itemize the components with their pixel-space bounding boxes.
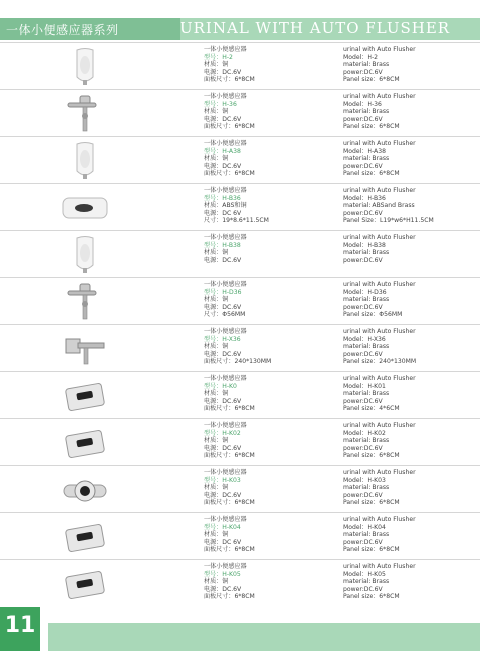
spec-line-cn: 材质：铜 (204, 578, 229, 586)
spec-line-cn: 一体小便感应器 (204, 46, 247, 53)
product-spec-cn (204, 46, 334, 84)
model-en: Model：H-B36 (343, 194, 386, 202)
sensor-box-icon (60, 188, 110, 228)
spec-line-en: power:DC.6V (343, 538, 383, 546)
spec-line-cn: 面板尺寸：6*8CM (204, 76, 255, 84)
spec-line-en: material: ABSand Brass (343, 202, 415, 210)
product-row (0, 42, 480, 90)
model-cn: 型号：H-D36 (204, 288, 242, 296)
model-cn: 型号：H-K03 (204, 476, 241, 484)
sensor-panel-icon (60, 423, 110, 463)
spec-line-en: material: Brass (343, 343, 390, 351)
product-spec-cn (204, 469, 334, 507)
spec-line-cn: 电源：DC.6V (204, 585, 242, 593)
product-spec-en (343, 46, 478, 84)
spec-line-en: material: Brass (343, 61, 390, 69)
spec-line-en: urinal with Auto Flusher (343, 328, 416, 335)
model-cn: 型号：H-K02 (204, 429, 241, 437)
product-row (0, 324, 480, 372)
spec-line-cn: 面板尺寸：240*130MM (204, 358, 272, 366)
spec-line-cn: 材质：铜 (204, 108, 229, 116)
spec-line-cn: 一体小便感应器 (204, 516, 247, 523)
model-en: Model：H-D36 (343, 288, 387, 296)
spec-line-cn: 电源：DC.6V (204, 256, 242, 264)
spec-line-en: urinal with Auto Flusher (343, 140, 416, 147)
model-en: Model：H-K01 (343, 382, 386, 390)
product-row (0, 183, 480, 231)
spec-line-cn: 一体小便感应器 (204, 375, 247, 382)
spec-line-cn: 一体小便感应器 (204, 140, 247, 147)
spec-line-en: urinal with Auto Flusher (343, 469, 416, 476)
product-row (0, 89, 480, 137)
spec-line-cn: 一体小便感应器 (204, 281, 247, 288)
sensor-panel-icon (60, 376, 110, 416)
model-en: Model：H-X36 (343, 335, 386, 343)
model-cn: 型号：H-B36 (204, 194, 241, 202)
spec-line-cn: 材质：铜 (204, 390, 229, 398)
product-spec-cn (204, 516, 334, 554)
spec-line-en: material: Brass (343, 390, 390, 398)
spec-line-cn: 电源：DC 6V (204, 538, 242, 546)
spec-line-en: Panel size：240*130MM (343, 358, 417, 366)
sensor-panel-icon (60, 517, 110, 557)
header-title-cn: 一体小便感应器系列 (6, 23, 119, 37)
spec-line-cn: 材质：铜 (204, 61, 229, 69)
model-cn: 型号：H-B38 (204, 241, 241, 249)
spec-line-en: Panel Size：L19*w6*H11.5CM (343, 217, 434, 225)
page-header (0, 0, 480, 40)
spec-line-cn: 材质：铜 (204, 296, 229, 304)
product-spec-en (343, 563, 478, 601)
page-number: 11 (4, 613, 36, 638)
model-en: Model：H-2 (343, 53, 379, 61)
spec-line-cn: 电源：DC.6V (204, 397, 242, 405)
product-spec-en (343, 516, 478, 554)
model-en: Model：H-K05 (343, 570, 386, 578)
product-spec-en (343, 93, 478, 131)
model-cn: 型号：H-36 (204, 100, 237, 108)
spec-line-cn: 面板尺寸：6*8CM (204, 546, 255, 554)
spec-line-en: urinal with Auto Flusher (343, 516, 416, 523)
product-spec-cn (204, 140, 334, 178)
sensor-panel-icon (60, 564, 110, 604)
spec-line-cn: 一体小便感应器 (204, 234, 247, 241)
spec-line-en: urinal with Auto Flusher (343, 375, 416, 382)
spec-line-en: urinal with Auto Flusher (343, 93, 416, 100)
flush-valve-icon (60, 282, 110, 322)
product-spec-cn (204, 187, 334, 225)
spec-line-cn: 面板尺寸：6*8CM (204, 123, 255, 131)
spec-line-en: urinal with Auto Flusher (343, 563, 416, 570)
product-spec-en (343, 328, 478, 366)
product-spec-cn (204, 563, 334, 601)
spec-line-cn: 一体小便感应器 (204, 469, 247, 476)
spec-line-en: material: Brass (343, 578, 390, 586)
model-cn: 型号：H-K05 (204, 570, 241, 578)
spec-line-en: material: Brass (343, 484, 390, 492)
spec-line-cn: 材质：铜 (204, 249, 229, 257)
spec-line-cn: 材质：铜 (204, 531, 229, 539)
product-spec-cn (204, 93, 334, 131)
spec-line-en: material: Brass (343, 437, 390, 445)
spec-line-en: urinal with Auto Flusher (343, 234, 416, 241)
product-row (0, 512, 480, 560)
model-en: Model：H-A38 (343, 147, 386, 155)
product-row (0, 465, 480, 513)
spec-line-cn: 材质：铜 (204, 343, 229, 351)
spec-line-cn: 一体小便感应器 (204, 563, 247, 570)
product-row (0, 277, 480, 325)
urinal-icon (60, 235, 110, 275)
model-en: Model：H-36 (343, 100, 382, 108)
product-spec-en (343, 281, 478, 319)
spec-line-en: material: Brass (343, 155, 390, 163)
urinal-icon (60, 141, 110, 181)
model-cn: 型号：H-K0 (204, 382, 237, 390)
product-spec-cn (204, 422, 334, 460)
spec-line-cn: 面板尺寸：6*8CM (204, 452, 255, 460)
spec-line-en: power:DC.6V (343, 68, 383, 76)
spec-line-cn: 电源：DC.6V (204, 303, 242, 311)
concealed-flusher-icon (60, 329, 110, 369)
model-cn: 型号：H-K04 (204, 523, 241, 531)
spec-line-cn: 材质：铜 (204, 155, 229, 163)
spec-line-cn: 电源：DC.6V (204, 68, 242, 76)
spec-line-cn: 电源：DC.6V (204, 162, 242, 170)
product-row (0, 371, 480, 419)
spec-line-en: power:DC.6V (343, 350, 383, 358)
spec-line-cn: 面板尺寸：6*8CM (204, 593, 255, 601)
spec-line-cn: 电源：DC.6V (204, 491, 242, 499)
spec-line-cn: 尺寸：19*8.6*11.5CM (204, 217, 269, 225)
spec-line-en: power:DC.6V (343, 397, 383, 405)
product-spec-cn (204, 328, 334, 366)
spec-line-cn: 一体小便感应器 (204, 422, 247, 429)
spec-line-en: urinal with Auto Flusher (343, 46, 416, 53)
product-spec-cn (204, 375, 334, 413)
flush-valve-icon (60, 94, 110, 134)
spec-line-cn: 材质：ABS和铜 (204, 202, 247, 210)
product-spec-en (343, 187, 478, 225)
spec-line-en: urinal with Auto Flusher (343, 281, 416, 288)
spec-line-cn: 一体小便感应器 (204, 328, 247, 335)
spec-line-en: Panel size：6*8CM (343, 546, 400, 554)
spec-line-en: power:DC.6V (343, 585, 383, 593)
footer-band (0, 607, 480, 651)
spec-line-cn: 电源：DC.6V (204, 444, 242, 452)
product-spec-cn (204, 234, 334, 264)
model-en: Model：H-B38 (343, 241, 386, 249)
product-spec-cn (204, 281, 334, 319)
spec-line-cn: 电源：DC.6V (204, 115, 242, 123)
spec-line-en: Panel size：6*8CM (343, 76, 400, 84)
spec-line-cn: 一体小便感应器 (204, 187, 247, 194)
spec-line-en: urinal with Auto Flusher (343, 422, 416, 429)
spec-line-en: urinal with Auto Flusher (343, 187, 416, 194)
spec-line-en: power:DC.6V (343, 444, 383, 452)
spec-line-en: material: Brass (343, 296, 390, 304)
spec-line-cn: 电源：DC 6V (204, 209, 242, 217)
spec-line-en: material: Brass (343, 249, 390, 257)
spec-line-en: Panel size：Φ56MM (343, 311, 403, 319)
spec-line-en: power:DC.6V (343, 115, 383, 123)
product-spec-en (343, 234, 478, 264)
urinal-icon (60, 47, 110, 87)
spec-line-cn: 面板尺寸：6*8CM (204, 405, 255, 413)
round-sensor-icon (60, 470, 110, 510)
product-row (0, 230, 480, 278)
spec-line-en: power:DC.6V (343, 303, 383, 311)
spec-line-cn: 面板尺寸：6*8CM (204, 170, 255, 178)
spec-line-en: material: Brass (343, 108, 390, 116)
product-spec-en (343, 375, 478, 413)
spec-line-en: power:DC.6V (343, 162, 383, 170)
product-spec-en (343, 422, 478, 460)
spec-line-en: power:DC.6V (343, 256, 383, 264)
product-spec-en (343, 469, 478, 507)
spec-line-en: power:DC.6V (343, 491, 383, 499)
model-en: Model：H-K04 (343, 523, 386, 531)
product-row (0, 418, 480, 466)
spec-line-cn: 尺寸：Φ56MM (204, 311, 246, 319)
model-cn: 型号：H-2 (204, 53, 233, 61)
spec-line-cn: 材质：铜 (204, 437, 229, 445)
product-row (0, 136, 480, 184)
header-title-en: URINAL WITH AUTO FLUSHER (180, 19, 451, 37)
spec-line-en: material: Brass (343, 531, 390, 539)
spec-line-cn: 材质：铜 (204, 484, 229, 492)
product-spec-en (343, 140, 478, 178)
spec-line-en: Panel size：6*8CM (343, 499, 400, 507)
spec-line-en: power:DC.6V (343, 209, 383, 217)
spec-line-cn: 电源：DC.6V (204, 350, 242, 358)
spec-line-en: Panel size：4*6CM (343, 405, 400, 413)
spec-line-en: Panel size：6*8CM (343, 452, 400, 460)
footer-bar (48, 623, 480, 651)
spec-line-en: Panel size：6*8CM (343, 123, 400, 131)
model-en: Model：H-K02 (343, 429, 386, 437)
spec-line-en: Panel size：6*8CM (343, 593, 400, 601)
model-en: Model：H-K03 (343, 476, 386, 484)
model-cn: 型号：H-X36 (204, 335, 241, 343)
product-row (0, 559, 480, 607)
spec-line-cn: 一体小便感应器 (204, 93, 247, 100)
spec-line-en: Panel size：6*8CM (343, 170, 400, 178)
spec-line-cn: 面板尺寸：6*8CM (204, 499, 255, 507)
model-cn: 型号：H-A38 (204, 147, 241, 155)
